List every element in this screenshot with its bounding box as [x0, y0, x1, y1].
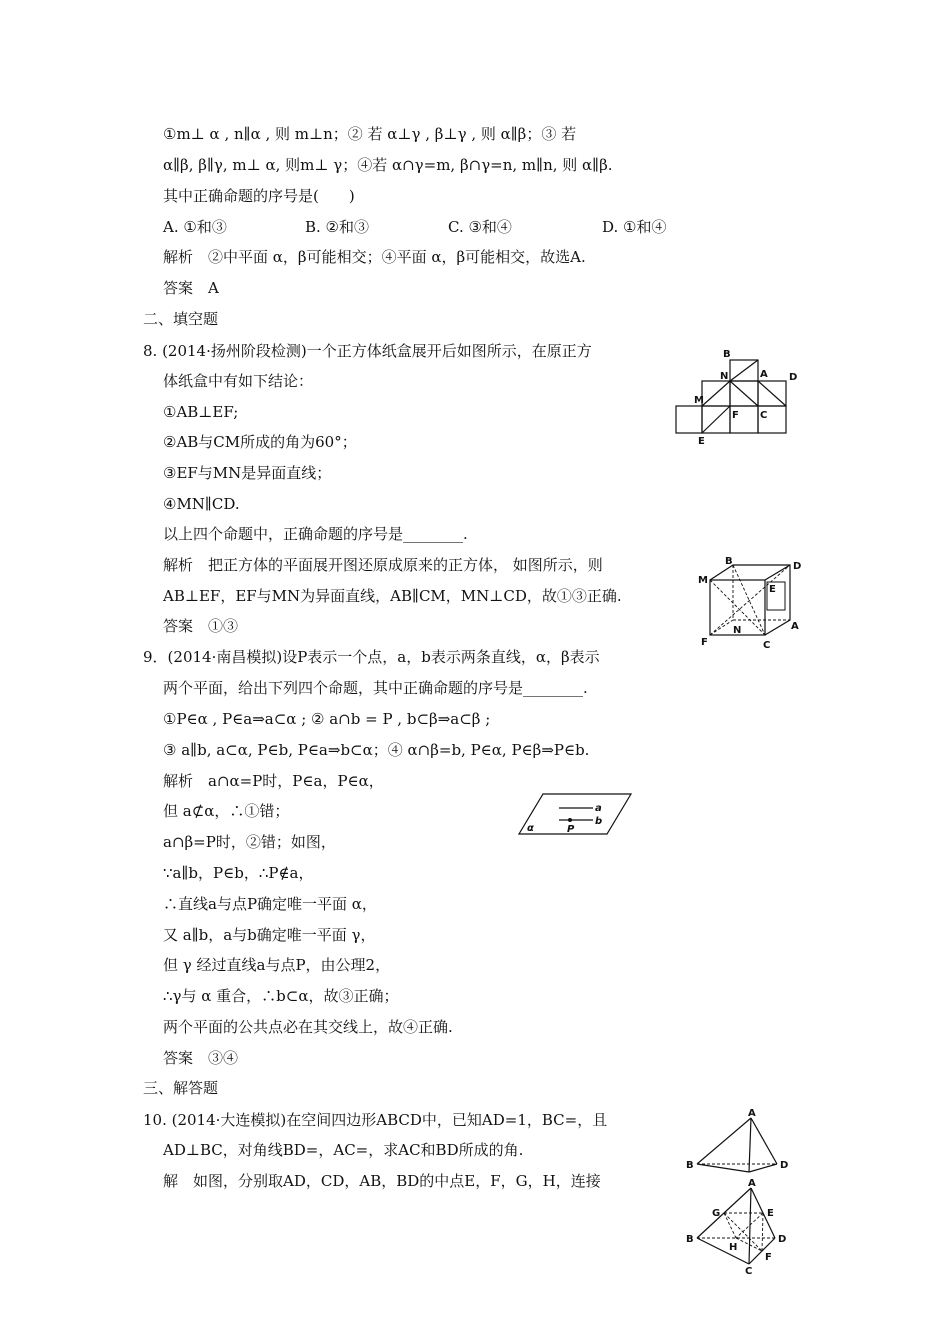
q7-answer: 答案 A — [163, 279, 219, 297]
cube-figure — [695, 555, 810, 655]
cube-net-figure — [668, 345, 814, 450]
fig4-label-d: D — [778, 1234, 787, 1245]
q8-statement-1: ①AB⊥EF; — [163, 403, 239, 421]
q9-analysis-4: ∵a∥b，P∈b，∴P∉a， — [163, 864, 314, 882]
fig4-label-e: E — [767, 1208, 774, 1219]
q9-analysis-7: 但 γ 经过直线a与点P，由公理2， — [163, 956, 391, 974]
q10-line2: AD⊥BC，对角线BD=，AC=，求AC和BD所成的角. — [163, 1141, 524, 1159]
q7-line3: 其中正确命题的序号是( ) — [163, 187, 355, 205]
q8-statement-4: ④MN∥CD. — [163, 495, 240, 513]
fig2-label-c: C — [763, 640, 771, 651]
q7-analysis: 解析 ②中平面 α，β可能相交；④平面 α，β可能相交，故选A. — [163, 248, 586, 266]
q9-analysis-9: 两个平面的公共点必在其交线上，故④正确. — [163, 1018, 453, 1036]
q9-analysis-5: ∴直线a与点P确定唯一平面 α， — [163, 895, 377, 913]
fig1-label-a: A — [760, 369, 768, 380]
fig2-label-e: E — [769, 584, 776, 595]
fig4-label-c: C — [745, 1266, 753, 1276]
q7-line1: ①m⊥ α , n∥α , 则 m⊥n；② 若 α⊥γ , β⊥γ , 则 α∥β；③ 若 — [163, 125, 577, 143]
q9-line4: ③ a∥b, a⊂α, P∈b, P∈a⇒b⊂α；④ α∩β=b, P∈α, P∈β⇒P∈b. — [163, 741, 590, 759]
section-heading-fill-blank: 二、填空题 — [143, 310, 219, 328]
fig1-label-c: C — [760, 410, 768, 421]
option-d: D. ①和④ — [602, 218, 667, 236]
tetrahedron-figure-1 — [683, 1108, 793, 1180]
fig1-label-d: D — [789, 372, 798, 383]
fig4-label-h: H — [729, 1242, 738, 1253]
fig4-label-f: F — [765, 1252, 772, 1263]
q10-line3: 解 如图，分别取AD，CD，AB，BD的中点E，F，G，H，连接 — [163, 1172, 601, 1190]
q7-line2: α∥β, β∥γ, m⊥ α, 则m⊥ γ；④若 α∩γ=m, β∩γ=n, m∥n, 则 α∥β. — [163, 156, 613, 174]
plane-figure — [515, 790, 635, 840]
option-c: C. ③和④ — [448, 218, 512, 236]
q8-line1: 8. (2014·扬州阶段检测)一个正方体纸盒展开后如图所示，在原正方 — [143, 342, 592, 360]
fig-label-alpha: α — [527, 823, 534, 834]
fig2-label-d: D — [793, 561, 802, 572]
section-heading-solution: 三、解答题 — [143, 1079, 219, 1097]
fig4-label-g: G — [712, 1208, 721, 1219]
fig1-label-m: M — [694, 395, 704, 406]
q7-options — [163, 217, 666, 237]
q9-analysis-3: a∩β=P时，②错；如图， — [163, 833, 336, 851]
q9-line3: ①P∈α , P∈a⇒a⊂α ; ② a∩b = P , b⊂β⇒a⊂β ; — [163, 710, 491, 728]
fig2-label-a: A — [791, 621, 799, 632]
fig-label-p: P — [567, 824, 575, 835]
fig3-label-d: D — [780, 1160, 789, 1171]
option-b: B. ②和③ — [305, 218, 370, 236]
fig1-label-n: N — [720, 371, 729, 382]
fig1-label-b: B — [723, 349, 731, 360]
fig2-label-f: F — [701, 637, 708, 648]
fig1-label-e: E — [698, 436, 705, 447]
q8-analysis-2: AB⊥EF，EF与MN为异面直线，AB∥CM，MN⊥CD，故①③正确. — [163, 587, 622, 605]
fig1-label-f: F — [732, 410, 739, 421]
fig4-label-b: B — [686, 1234, 694, 1245]
q9-line2: 两个平面，给出下列四个命题，其中正确命题的序号是________. — [163, 679, 588, 697]
fig3-label-a: A — [748, 1108, 756, 1119]
q9-analysis-6: 又 a∥b，a与b确定唯一平面 γ， — [163, 926, 376, 944]
q9-analysis-1: 解析 a∩α=P时，P∈a，P∈α， — [163, 772, 384, 790]
q9-line1: 9．(2014·南昌模拟)设P表示一个点，a，b表示两条直线，α，β表示 — [143, 648, 600, 666]
fig2-label-m: M — [698, 575, 708, 586]
fig-label-b: b — [595, 816, 603, 827]
q9-analysis-8: ∴γ与 α 重合，∴b⊂α，故③正确； — [163, 987, 399, 1005]
q8-statement-2: ②AB与CM所成的角为60°； — [163, 433, 357, 451]
q8-ask: 以上四个命题中，正确命题的序号是________. — [163, 525, 468, 543]
tetrahedron-figure-2 — [683, 1176, 793, 1276]
fig2-label-b: B — [725, 556, 733, 567]
q8-analysis-1: 解析 把正方体的平面展开图还原成原来的正方体， 如图所示，则 — [163, 556, 603, 574]
fig-label-a: a — [595, 803, 602, 814]
q9-analysis-2: 但 a⊄α，∴①错； — [163, 802, 290, 820]
q8-line2: 体纸盒中有如下结论： — [163, 372, 314, 390]
option-a: A. ①和③ — [163, 218, 227, 236]
fig3-label-b: B — [686, 1160, 694, 1171]
q8-statement-3: ③EF与MN是异面直线； — [163, 464, 332, 482]
q9-answer: 答案 ③④ — [163, 1049, 239, 1067]
q8-answer: 答案 ①③ — [163, 617, 239, 635]
fig4-label-a: A — [748, 1178, 756, 1189]
fig2-label-n: N — [733, 625, 742, 636]
q10-line1: 10. (2014·大连模拟)在空间四边形ABCD中，已知AD=1，BC=，且 — [143, 1111, 608, 1129]
